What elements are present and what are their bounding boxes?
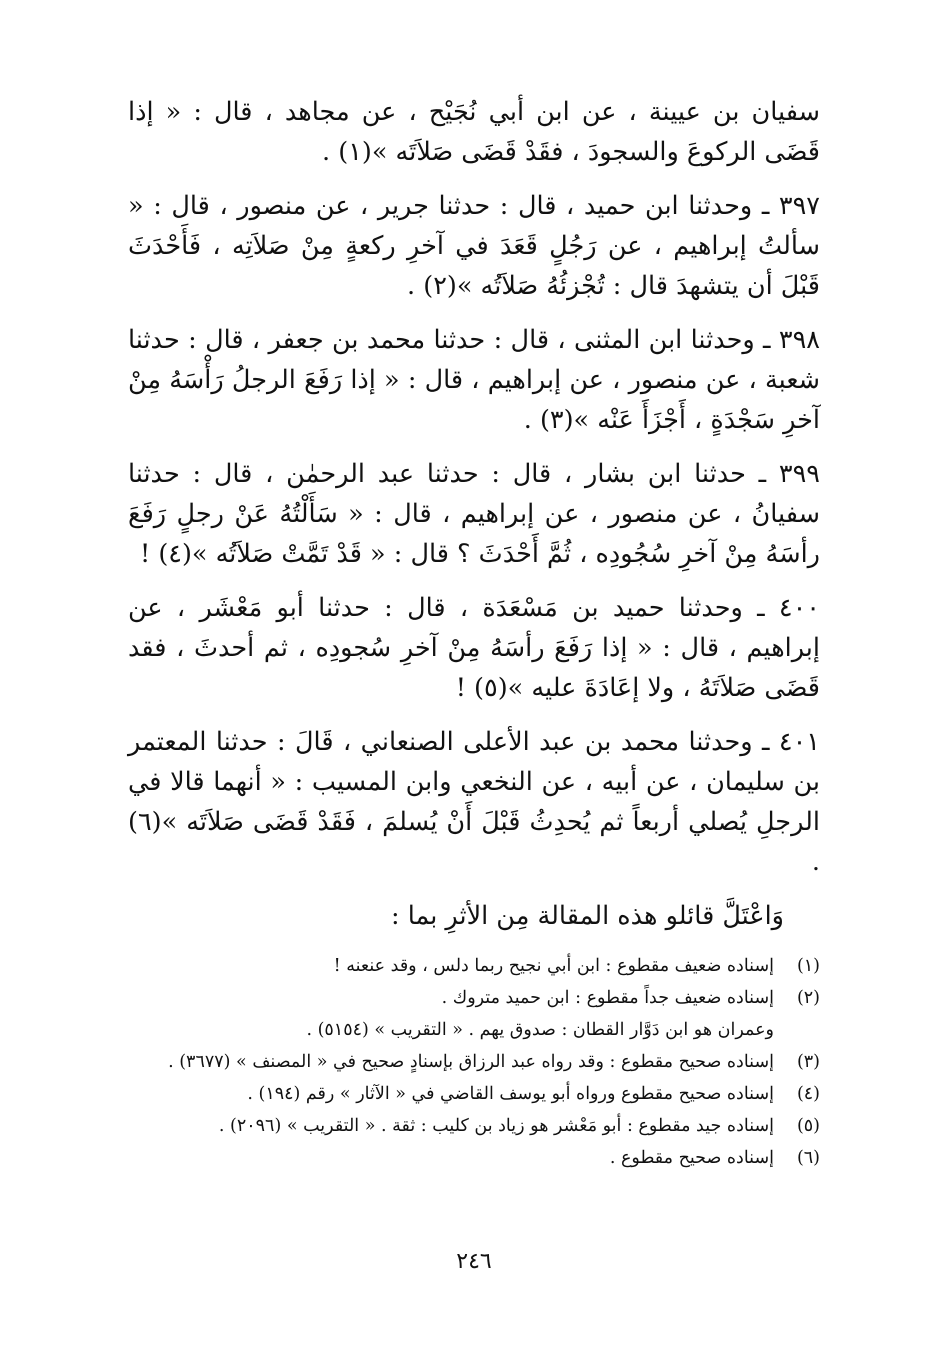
footnote-text: إسناده ضعيف مقطوع : ابن أبي نجيح ربما دلس ، وقد عنعنه !	[333, 956, 774, 976]
page-number: ٢٤٦	[456, 1249, 492, 1274]
footnote-text: إسناده صحيح مقطوع ورواه أبو يوسف القاضي في « الآثار » رقم (١٩٤) .	[247, 1084, 774, 1104]
footnote-3	[128, 1048, 820, 1076]
footnote-2-continuation	[128, 1016, 820, 1044]
paragraph-401: ٤٠١ ـ وحدثنا محمد بن عبد الأعلى الصنعاني ، قَالَ : حدثنا المعتمر بن سليمان ، عن أبيه ، عن النخعي وابن المسيب : « أنهما قالا في الرجلِ يُصلي أربعاً ثم يُحدِثُ قَبْلَ أَنْ يُسلمَ ، فَقَدْ قَضَى صَلاَتَه »(٦) .	[128, 727, 820, 877]
footnote-number: (٣)	[796, 1052, 820, 1072]
footnote-number: (٥)	[796, 1116, 820, 1136]
main-text	[128, 92, 820, 936]
footnote-number: (١)	[796, 956, 820, 976]
footnote-2	[128, 984, 820, 1012]
footnote-text: إسناده جيد مقطوع : أبو مَعْشر هو زياد بن كليب : ثقة . « التقريب » (٢٠٩٦) .	[218, 1116, 774, 1136]
paragraph-399: ٣٩٩ ـ حدثنا ابن بشار ، قال : حدثنا عبد الرحمٰن ، قال : حدثنا سفيانُ ، عن منصور ، عن إبراهيم ، قال : « سَأَلْتُهُ عَنْ رجلٍ رَفَعَ رأسَهُ مِنْ آخرِ سُجُودِه ، ثُمَّ أَحْدَثَ ؟ قال : « قَدْ تَمَّتْ صَلاَتُه »(٤) !	[128, 459, 820, 569]
paragraph-400: ٤٠٠ ـ وحدثنا حميد بن مَسْعَدَة ، قال : حدثنا أبو مَعْشَر ، عن إبراهيم ، قال : « إذا رَفَعَ رأسَهُ مِنْ آخرِ سُجودِه ، ثم أحدثَ ، فقد قَضَى صَلاَتَهُ ، ولا إعَادَةَ عليه »(٥) !	[128, 593, 820, 703]
paragraph-397: ٣٩٧ ـ وحدثنا ابن حميد ، قال : حدثنا جرير ، عن منصور ، قال : « سألتُ إبراهيم ، عن رَجُلٍ قَعَدَ في آخرِ ركعةٍ مِنْ صَلاَتِه ، فَأَحْدَثَ قَبْلَ أن يتشهدَ قال : تُجْزئُهُ صَلاَتُه »(٢) .	[128, 191, 820, 301]
paragraph-398: ٣٩٨ ـ وحدثنا ابن المثنى ، قال : حدثنا محمد بن جعفر ، قال : حدثنا شعبة ، عن منصور ، عن إبراهيم ، قال : « إذا رَفَعَ الرجلُ رَأْسَهُ مِنْ آخرِ سَجْدَةٍ ، أَجْزَأَ عَنْه »(٣) .	[128, 325, 820, 435]
footnote-5	[128, 1112, 820, 1140]
footnotes	[128, 952, 820, 1172]
footnote-text: إسناده صحيح مقطوع : وقد رواه عبد الرزاق بإسنادٍ صحيح في « المصنف » (٣٦٧٧) .	[168, 1052, 774, 1072]
footnote-text: إسناده ضعيف جداً مقطوع : ابن حميد متروك .	[441, 988, 774, 1008]
footnote-1	[128, 952, 820, 980]
footnote-4	[128, 1080, 820, 1108]
footnote-number: (٦)	[796, 1148, 820, 1168]
footnote-text: وعمران هو ابن دَوَّار القطان : صدوق يهم . « التقريب » (٥١٥٤) .	[306, 1020, 774, 1040]
paragraph-continuation: سفيان بن عيينة ، عن ابن أبي نُجَيْح ، عن مجاهد ، قال : « إذا قَضَى الركوعَ والسجودَ ، فقَدْ قَضَى صَلاَتَه »(١) .	[128, 97, 820, 167]
footnote-number: (٢)	[796, 988, 820, 1008]
footnote-text: إسناده صحيح مقطوع .	[609, 1148, 774, 1168]
paragraph-closing: وَاعْتَلَّ قائلو هذه المقالة مِن الأثرِ بما :	[391, 901, 784, 931]
footnote-number: (٤)	[796, 1084, 820, 1104]
footnote-6	[128, 1144, 820, 1172]
